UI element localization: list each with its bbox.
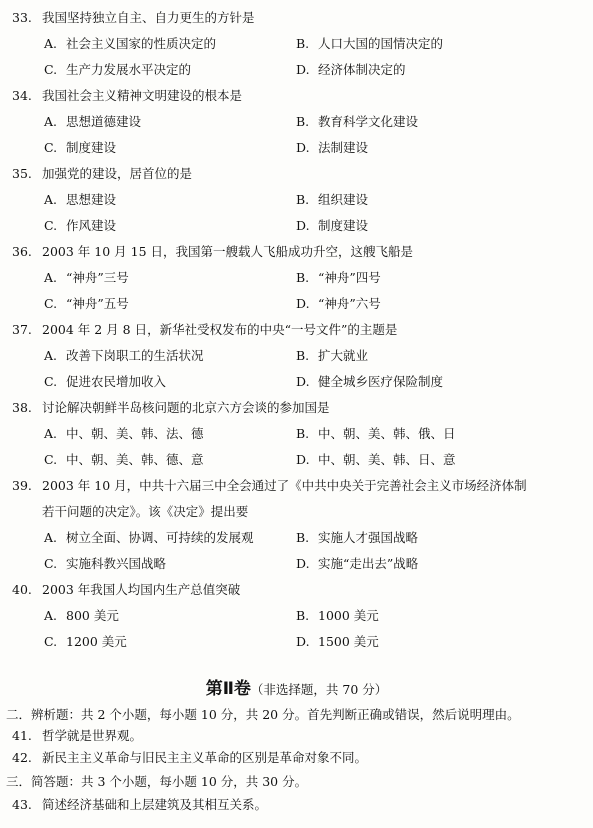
option-b (296, 526, 418, 550)
question-number: 42. (12, 750, 32, 765)
question-38-stem (0, 396, 593, 420)
option-text: 人口大国的国情决定的 (318, 36, 444, 51)
question-number: 37. (12, 322, 32, 337)
option-letter: D. (296, 296, 310, 311)
question-36-stem (0, 240, 593, 264)
section-2-subtitle: （非选择题，共 70 分） (250, 682, 388, 697)
option-text: “神舟”三号 (66, 270, 129, 285)
option-letter: B. (296, 608, 310, 623)
question-39-stem-cont (0, 500, 593, 524)
option-c (44, 58, 191, 82)
option-letter: C. (44, 62, 58, 77)
part-3-heading: 三．简答题：共 3 个小题，每小题 10 分，共 30 分。 (6, 774, 308, 789)
option-c (44, 448, 204, 472)
option-letter: B. (296, 426, 310, 441)
option-c (44, 370, 166, 394)
option-text: 中、朝、美、韩、德、意 (66, 452, 204, 467)
option-a (44, 604, 119, 628)
option-d (296, 58, 406, 82)
option-d (296, 448, 456, 472)
question-42 (0, 747, 593, 769)
question-text: 加强党的建设，居首位的是 (42, 166, 193, 181)
option-a (44, 266, 129, 290)
option-text: 经济体制决定的 (318, 62, 406, 77)
question-text: 2003 年 10 月 15 日，我国第一艘载人飞船成功升空，这艘飞船是 (42, 244, 413, 259)
question-37-options-cd (0, 370, 593, 394)
question-text-continued: 若干问题的决定》。该《决定》提出要 (42, 504, 249, 519)
option-a (44, 32, 216, 56)
option-b (296, 422, 456, 446)
option-text: “神舟”五号 (66, 296, 129, 311)
option-c (44, 630, 127, 654)
question-number: 41. (12, 728, 32, 743)
section-2-title (0, 674, 593, 704)
option-text: 思想建设 (66, 192, 117, 207)
option-letter: B. (296, 192, 310, 207)
question-41 (0, 725, 593, 747)
option-letter: A. (44, 530, 58, 545)
question-text: 我国社会主义精神文明建设的根本是 (42, 88, 243, 103)
option-letter: B. (296, 36, 310, 51)
option-text: 思想道德建设 (66, 114, 142, 129)
option-text: 教育科学文化建设 (318, 114, 419, 129)
section-2-heading: 第Ⅱ卷 (205, 679, 251, 699)
option-letter: A. (44, 36, 58, 51)
question-33-options-cd (0, 58, 593, 82)
question-37-stem (0, 318, 593, 342)
option-d (296, 370, 443, 394)
question-39-options-cd (0, 552, 593, 576)
question-39-stem (0, 474, 593, 498)
question-number: 33. (12, 10, 32, 25)
part-2-heading: 二．辨析题：共 2 个小题，每小题 10 分，共 20 分。首先判断正确或错误，然后说明理由。 (6, 707, 520, 722)
option-letter: C. (44, 634, 58, 649)
question-34-options-cd (0, 136, 593, 160)
option-text: 扩大就业 (318, 348, 369, 363)
option-letter: C. (44, 296, 58, 311)
option-letter: B. (296, 114, 310, 129)
option-letter: D. (296, 452, 310, 467)
question-number: 34. (12, 88, 32, 103)
option-c (44, 214, 116, 238)
question-number: 38. (12, 400, 32, 415)
option-letter: B. (296, 530, 310, 545)
option-letter: C. (44, 218, 58, 233)
question-43 (0, 794, 593, 816)
option-text: 实施“走出去”战略 (318, 556, 419, 571)
option-d (296, 630, 379, 654)
option-letter: A. (44, 348, 58, 363)
option-text: 制度建设 (66, 140, 117, 155)
option-text: 法制建设 (318, 140, 369, 155)
option-letter: C. (44, 374, 58, 389)
option-text: 1500 美元 (318, 634, 379, 649)
option-letter: D. (296, 556, 310, 571)
option-letter: B. (296, 270, 310, 285)
option-a (44, 188, 116, 212)
option-b (296, 604, 379, 628)
option-letter: D. (296, 218, 310, 233)
option-letter: A. (44, 270, 58, 285)
option-b (296, 32, 443, 56)
option-a (44, 344, 204, 368)
option-text: 1200 美元 (66, 634, 127, 649)
question-35-stem (0, 162, 593, 186)
question-35-options-cd (0, 214, 593, 238)
question-text: 哲学就是世界观。 (42, 728, 143, 743)
option-text: 社会主义国家的性质决定的 (66, 36, 217, 51)
question-text: 简述经济基础和上层建筑及其相互关系。 (42, 797, 268, 812)
option-a (44, 110, 141, 134)
option-c (44, 552, 166, 576)
option-text: 组织建设 (318, 192, 369, 207)
option-b (296, 110, 418, 134)
question-34-options-ab (0, 110, 593, 134)
option-a (44, 422, 204, 446)
option-b (296, 344, 368, 368)
option-d (296, 292, 381, 316)
option-letter: A. (44, 426, 58, 441)
question-36-options-ab (0, 266, 593, 290)
option-text: 制度建设 (318, 218, 369, 233)
option-text: 实施人才强国战略 (318, 530, 419, 545)
option-text: 作风建设 (66, 218, 117, 233)
option-letter: A. (44, 608, 58, 623)
option-letter: C. (44, 140, 58, 155)
option-c (44, 136, 116, 160)
question-39-options-ab (0, 526, 593, 550)
option-letter: B. (296, 348, 310, 363)
option-b (296, 188, 368, 212)
option-c (44, 292, 129, 316)
question-35-options-ab (0, 188, 593, 212)
option-d (296, 136, 368, 160)
option-b (296, 266, 381, 290)
option-letter: C. (44, 452, 58, 467)
question-33-stem (0, 6, 593, 30)
option-text: 生产力发展水平决定的 (66, 62, 192, 77)
question-text: 2003 年我国人均国内生产总值突破 (42, 582, 241, 597)
option-letter: D. (296, 634, 310, 649)
option-letter: A. (44, 114, 58, 129)
question-38-options-ab (0, 422, 593, 446)
question-number: 40. (12, 582, 32, 597)
option-letter: D. (296, 140, 310, 155)
question-33-options-ab (0, 32, 593, 56)
option-text: 中、朝、美、韩、日、意 (318, 452, 456, 467)
question-36-options-cd (0, 292, 593, 316)
option-letter: C. (44, 556, 58, 571)
question-40-stem (0, 578, 593, 602)
option-text: 促进农民增加收入 (66, 374, 167, 389)
option-letter: A. (44, 192, 58, 207)
question-40-options-ab (0, 604, 593, 628)
option-d (296, 214, 368, 238)
question-37-options-ab (0, 344, 593, 368)
option-d (296, 552, 418, 576)
option-text: 实施科教兴国战略 (66, 556, 167, 571)
question-text: 我国坚持独立自主、自力更生的方针是 (42, 10, 255, 25)
option-text: 800 美元 (66, 608, 119, 623)
option-text: 1000 美元 (318, 608, 379, 623)
question-number: 43. (12, 797, 32, 812)
option-text: 树立全面、协调、可持续的发展观 (66, 530, 254, 545)
option-text: 中、朝、美、韩、法、德 (66, 426, 204, 441)
option-a (44, 526, 254, 550)
question-number: 39. (12, 478, 32, 493)
question-number: 35. (12, 166, 32, 181)
option-letter: D. (296, 62, 310, 77)
option-letter: D. (296, 374, 310, 389)
question-38-options-cd (0, 448, 593, 472)
question-text: 2004 年 2 月 8 日，新华社受权发布的中央“一号文件”的主题是 (42, 322, 398, 337)
option-text: “神舟”四号 (318, 270, 381, 285)
option-text: 中、朝、美、韩、俄、日 (318, 426, 456, 441)
option-text: 健全城乡医疗保险制度 (318, 374, 444, 389)
option-text: 改善下岗职工的生活状况 (66, 348, 204, 363)
question-text: 2003 年 10 月，中共十六届三中全会通过了《中共中央关于完善社会主义市场经济体制 (42, 478, 527, 493)
question-40-options-cd (0, 630, 593, 654)
question-number: 36. (12, 244, 32, 259)
option-text: “神舟”六号 (318, 296, 381, 311)
question-34-stem (0, 84, 593, 108)
question-text: 讨论解决朝鲜半岛核问题的北京六方会谈的参加国是 (42, 400, 330, 415)
question-text: 新民主主义革命与旧民主主义革命的区别是革命对象不同。 (42, 750, 368, 765)
